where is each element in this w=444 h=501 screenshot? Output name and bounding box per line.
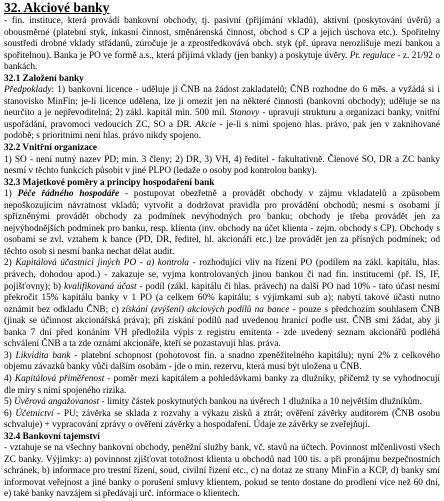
principle-5-term: Úvěrová angažovanost (14, 397, 100, 408)
section-heading-32-3: 32.3 Majetkové poměry a principy hospodaření bank (4, 177, 215, 188)
page-title: 32. Akciové banky (4, 0, 110, 15)
principle-3-text: - platební schopnost (pohotovost fin. a snadno zpeněžitelného kapitálu); nyní 2% z celkového objemu závazků banky vůči dalším osobám - jde o min. rezervu, která musí být uložena u ČNB. (4, 350, 440, 373)
principle-6-term: Účetnictví (15, 408, 54, 419)
principle-2-text-c: - pouze s předchozím souhlasem ČNB (jinak se účinnost akcionářská práva); při získání podílů nad uvedenou hranicí podle ust. ČNB smí žádat, aby ji banka 7 dní před konáním VH předložila výpis z registru emitenta - zde uvedený seznam akcionářů podléhá schválení ČNB a ta zde oznámí akcionáře, kteří se pozastavují hlas. práva. (4, 304, 441, 350)
principle-5 (4, 397, 440, 409)
principle-2 (4, 258, 440, 350)
principle-2-term: Kapitálová účastníci jiných PO - a) kontrola (15, 258, 189, 269)
principle-3-number: 3) (4, 350, 16, 361)
principle-4-number: 4) (4, 373, 15, 384)
section-32-2-text: 1) SO - není nutný nazev PD; min. 3 členy; 2) DR, 3) VH, 4) ředitel - fakultativně. Členové SO, DR a ZC banky nesmí v těchto funkcích působit v jiné PLPO (ledaže o osoby pod kontrolou banky). (4, 154, 440, 177)
section-32-1-text-3: - je-li s nimi spojeno hlas. právo, pak jen v zaknihované podobě; s prioritními není hlas. právo nikdy spojeno. (4, 119, 440, 142)
principle-2-number: 2) (4, 258, 16, 269)
section-32-1-paragraph (4, 85, 440, 143)
principle-1-number: 1) (4, 189, 18, 200)
principle-1-text: - postupovat obezřetně a provádět obchody v zájmu vkladatelů a způsobem nepoškozujícím návratnost vkladů; vytvořit a dodržovat pravidla pro provádění obchodů; nesmí s osobami jí spřízněnými provádět obchody za podmínek nevýhodných pro banku; obchody je třeba provádět jen za nejvýhodnějších podmínek pro banku, resp. klienta (inv. obchody na účet klienta - zejm. obchody s CP). Obchody s osobami se zvl. vztahem k bance (PD, DR, ředitel, hl. akcionáři etc.) lze provádět jen za přísných podmínek; od těchto osob si nesmí banka nechat dělat audit. (4, 189, 440, 257)
principle-2-term-c: získání (zvýšení) akciových podílů na bance (121, 304, 290, 315)
term-stanovy: Stanovy (229, 108, 260, 119)
term-akcie: Akcie (195, 119, 217, 130)
section-heading-32-4: 32.4 Bankovní tajemství (4, 431, 100, 442)
principle-6-number: 6) (4, 408, 16, 419)
principle-4-term: Kapitálová přiměřenost (14, 373, 105, 384)
intro-paragraph (4, 16, 440, 74)
principle-4 (4, 374, 440, 397)
term-predpoklady: Předpoklady (4, 85, 52, 96)
principle-6-text: - PU; závěrka se sklada z rozvahy a výkazu zisků a ztrát; ověření závěrky auditorem (ČNB osobu schvaluje) + vypracování zprávy o ověření závěrky a hospodaření. Údaje ze závěrky se zveřejňují. (4, 408, 440, 431)
principle-2-term-b: kvalifikovaná účast (63, 281, 137, 292)
regulation-label: Pr. regulace (349, 50, 395, 61)
principle-3 (4, 351, 440, 374)
section-heading-32-1: 32.1 Založení banky (4, 73, 84, 84)
principle-3-term: Likvidita bank (15, 350, 71, 361)
intro-text: - fin. instituce, která provádí bankovní obchody, tj. pasivní (přijímání vkladů), aktivní (poskytování úvěrů) a obousměrné (platební styk, inkasní činnost, směnárenská činnost, obchod s CP a jejich úschova etc.). Spořitelny soustředí drobné vklady střádanů, zúročuje je a zprostředkovává obch. styk (př. úprava nerozlišuje mezi bankou a spořitelnou). Banka je PO ve formě a.s., která přijímá vklady (jen banky) a poskytuje úvěry. (4, 16, 440, 61)
principle-1 (4, 189, 440, 258)
principle-2-text-a: - rozhodující vliv na řízení PO (podílem na zákl. kapitálu, hlas. právech, dohodou apod.) - zakazuje se, vyjma kontrolovaných jinou bankou či nad fin. institucemi (př. IS, IF, pojišťovny); b) (4, 258, 440, 292)
principle-5-text: - limity částek poskytnutých bankou na úvěrech 1 dlužníka a 10 největším dlužníkům. (99, 397, 422, 408)
principle-6 (4, 409, 440, 432)
principle-5-number: 5) (4, 397, 15, 408)
section-32-1-text-2: - upravují strukturu a organizaci banky, vnitřní uspořádání, pravomoci vedoucích ZC, SO a DR. (4, 108, 440, 130)
principle-1-term: Péče řádného hospodáře (17, 189, 120, 200)
principle-2-text-b: - podíl (zákl. kapitálu či hlas. právech) na další PO nad 10% - tato účast nesmí překročit 15% kapitálu banky v 1 PO (a celkem 60% kapitálu; s výjimkami sub a); nabytí takové účasti nutno oznámit bez odkladu ČNB; c) (4, 281, 441, 315)
section-32-4-text: - vztahuje se na všechny bankovní obchody, peněžní služby bank, vč. stavů na účtech. Povinnost mlčenlivosti všech ZC banky. Výjimky: a) povinnost zjišťovat totožnost klienta u obchodů nad 100 tis. a při pronájmu bezpečnostních schránek, b) informace pro trestní řízení, soud, civilní řízení etc., c) na dotaz ze strany MinFin a KCP, d) banky smí informovat veřejnost a jiné banky o porušení smluvy klientem, pokud se tento dostane do prodlení více než 60 dní, e) také banky navzájem si předávají urč. informace o klientech. (4, 443, 440, 500)
section-32-1-text-1: : 1) bankovní licence - uděluje ji ČNB na žádost zakladatelů; ČNB rozhodne do 6 měs. a vyžádá si i stanovisko MinFin; je-li licence udělena, lze ji omezit jen na některé činnosti (bankovní obchody); uděluje se na neurčito a je nepřevoditelná; 2) zákl. kapitál min. 500 mil. (4, 85, 440, 119)
section-heading-32-2: 32.2 Vnitřní organizace (4, 143, 98, 154)
regulation-text: - z. 21/92 o bankách. (4, 50, 440, 73)
principle-4-text: - poměr mezi kapitálem a pohledávkami banky za dlužníky, přičemž ty se vyhodnocují dle míry s nimi spojeného rizika. (4, 373, 441, 396)
